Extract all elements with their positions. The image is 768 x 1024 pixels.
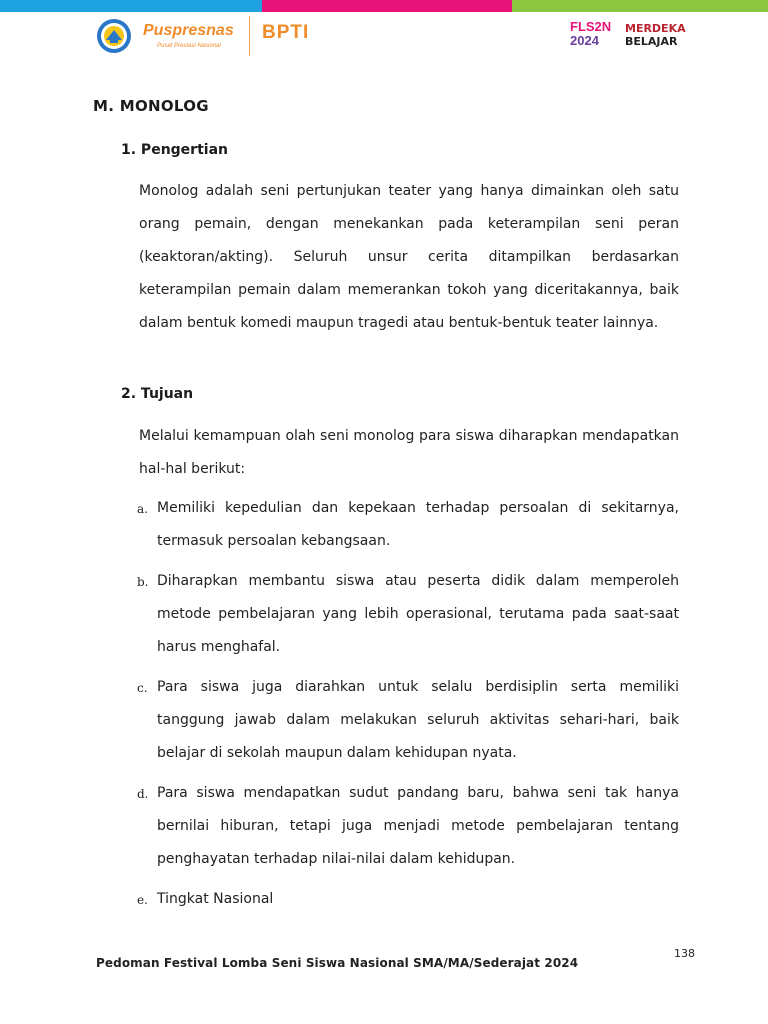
list-item-marker: b. [137,575,149,589]
list-item-marker: c. [137,681,148,695]
pengertian-heading: 1. Pengertian [121,142,228,158]
puspresnas-logo-text: Puspresnas [143,22,234,39]
footer-title: Pedoman Festival Lomba Seni Siswa Nasional SMA/MA/Sederajat 2024 [96,956,579,970]
list-item-text: Tingkat Nasional [157,891,274,907]
list-item-text: Diharapkan membantu siswa atau peserta didik dalam memperoleh metode pembelajaran yang lebih operasional, terutama pada saat-saat harus menghafal. [157,573,679,655]
belajar-logo-text: BELAJAR [625,35,678,48]
section-title: M. MONOLOG [93,97,209,115]
pengertian-paragraph: Monolog adalah seni pertunjukan teater yang hanya dimainkan oleh satu orang pemain, dengan menekankan pada keterampilan seni peran (keaktoran/akting). Seluruh unsur cerita ditampilkan berdasarkan keterampilan pemain dalam memerankan tokoh yang diceritakannya, baik dalam bentuk komedi maupun tragedi atau bentuk-bentuk teater lainnya. [139,183,679,331]
bpti-logo-text: BPTI [262,22,310,43]
list-item-text: Memiliki kepedulian dan kepekaan terhadap persoalan di sekitarnya, termasuk persoalan kebangsaan. [157,500,679,549]
fls2n-logo-text: FLS2N [570,19,612,34]
tujuan-heading: 2. Tujuan [121,386,194,402]
merdeka-logo-text: MERDEKA [625,22,686,35]
list-item-marker: e. [137,893,148,907]
list-item-text: Para siswa juga diarahkan untuk selalu berdisiplin serta memiliki tanggung jawab dalam melakukan seluruh aktivitas sehari-hari, baik belajar di sekolah maupun dalam kehidupan nyata. [157,679,679,761]
list-item-text: Para siswa mendapatkan sudut pandang baru, bahwa seni tak hanya bernilai hiburan, tetapi juga menjadi metode pembelajaran tentang penghayatan terhadap nilai-nilai dalam kehidupan. [157,785,679,867]
list-item-marker: a. [137,502,148,516]
list-item-marker: d. [137,787,149,801]
puspresnas-logo-subtext: Pusat Prestasi Nasional [157,43,221,49]
page-number: 138 [674,947,695,960]
tujuan-intro-paragraph: Melalui kemampuan olah seni monolog para siswa diharapkan mendapatkan hal-hal berikut: [139,428,679,477]
fls2n-logo-year: 2024 [570,33,599,48]
